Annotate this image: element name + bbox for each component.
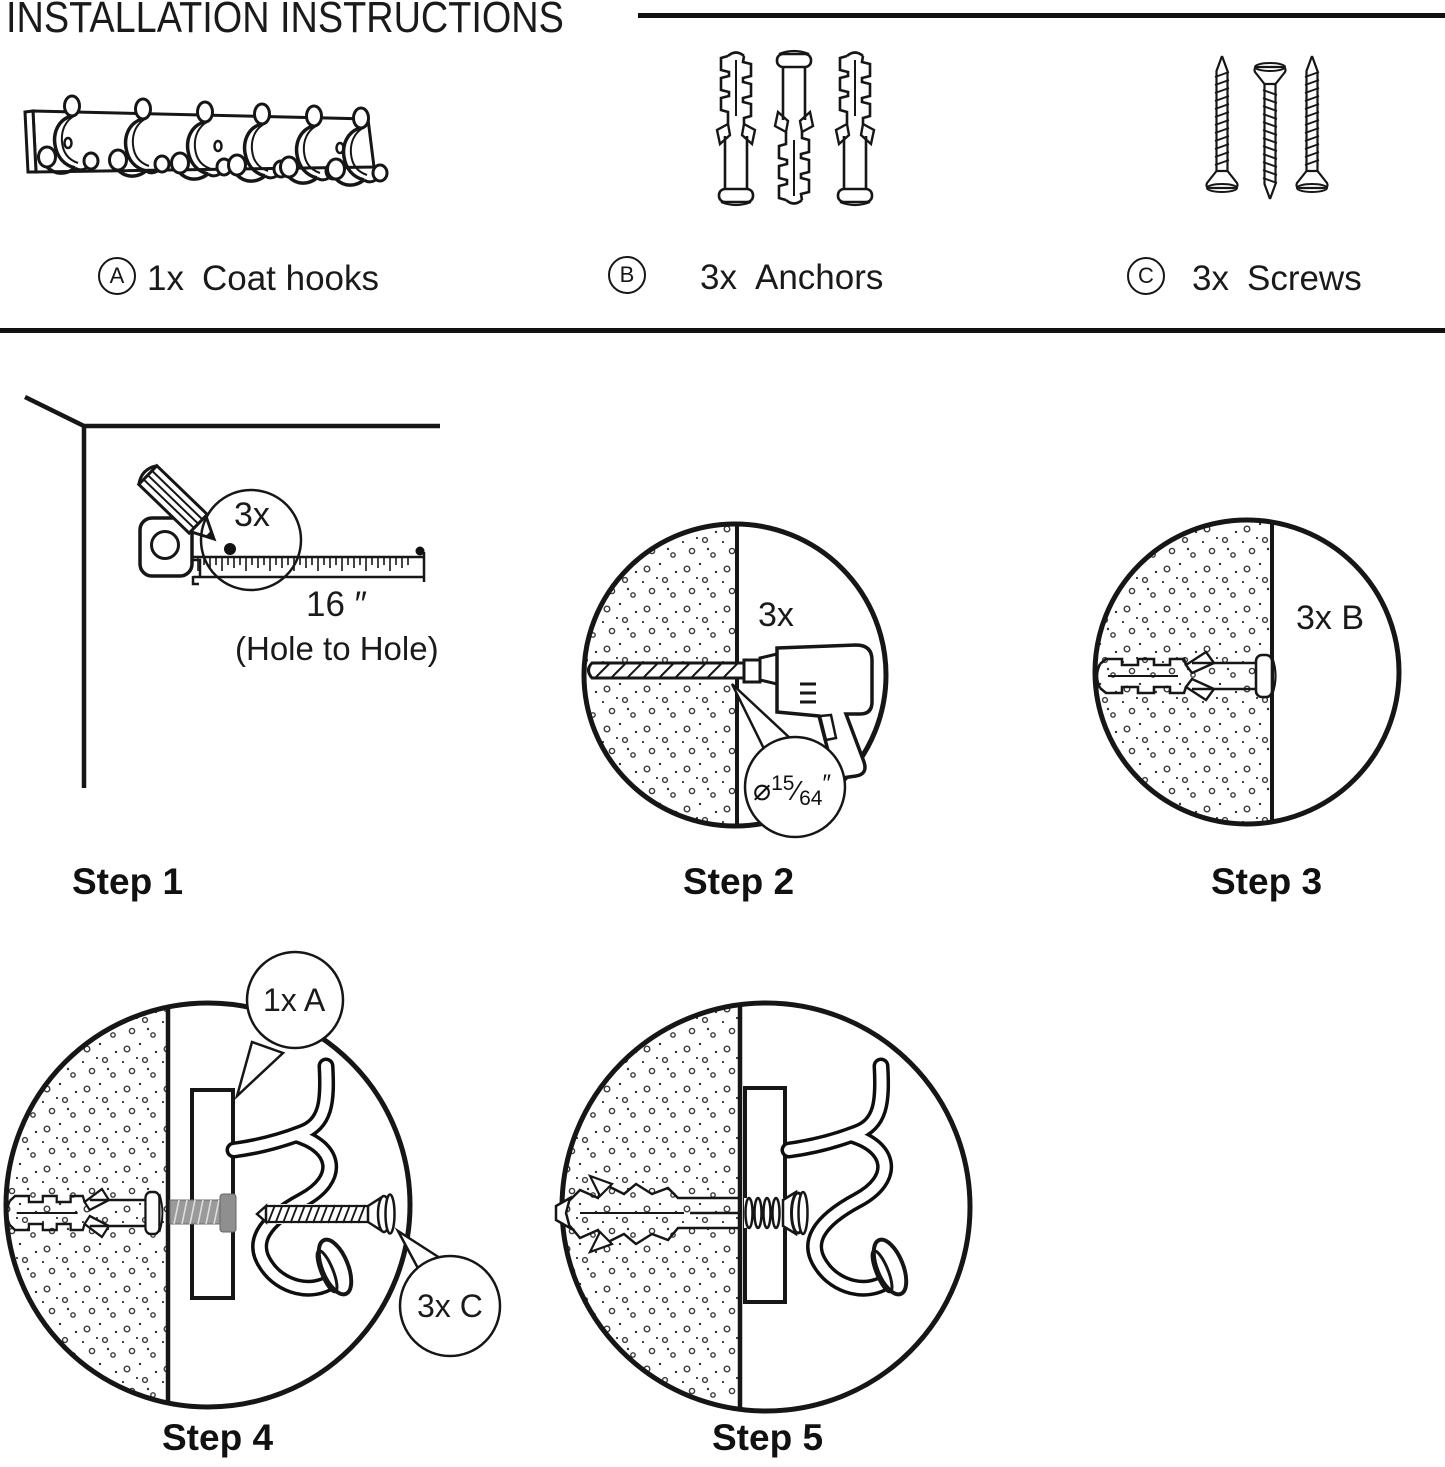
part-b-badge: B (608, 256, 646, 294)
step2-count: 3x (758, 596, 794, 634)
title-rule (638, 13, 1445, 18)
step1-label: Step 1 (72, 861, 184, 902)
step5-label: Step 5 (712, 1417, 824, 1458)
step4-illustration (6, 952, 500, 1407)
part-c-label: 3x Screws (1192, 259, 1362, 298)
step1-note: (Hole to Hole) (235, 630, 439, 667)
step4-label: Step 4 (162, 1417, 274, 1458)
step4-callout-c: 3x C (417, 1288, 483, 1324)
part-a-label: 1x Coat hooks (147, 259, 380, 298)
step3-annotation: 3x B (1296, 599, 1365, 637)
pencil-mark-dot (224, 543, 236, 555)
page-title: INSTALLATION INSTRUCTIONS (6, 0, 564, 42)
installed-screw (744, 1192, 808, 1234)
step5-illustration (556, 1003, 970, 1411)
step4-callout-a: 1x A (263, 982, 326, 1018)
step2-diameter: ⌀$^{15}$⁄64″ (753, 770, 831, 810)
step1-dimension: 16 ″ (306, 585, 368, 624)
step1-illustration (25, 397, 440, 788)
section-divider (0, 328, 1445, 333)
coat-hooks-figure (25, 96, 387, 185)
step2-illustration (584, 524, 886, 837)
part-c-badge: C (1127, 257, 1165, 295)
part-a-badge: A (98, 257, 136, 295)
step3-illustration (1095, 520, 1399, 824)
step1-count: 3x (234, 496, 270, 534)
second-hole-dot (416, 547, 425, 556)
screws-figure (1207, 56, 1328, 199)
step2-label: Step 2 (683, 861, 795, 902)
step3-label: Step 3 (1211, 861, 1323, 902)
part-b-label: 3x Anchors (700, 258, 884, 297)
anchors-figure (717, 51, 874, 205)
